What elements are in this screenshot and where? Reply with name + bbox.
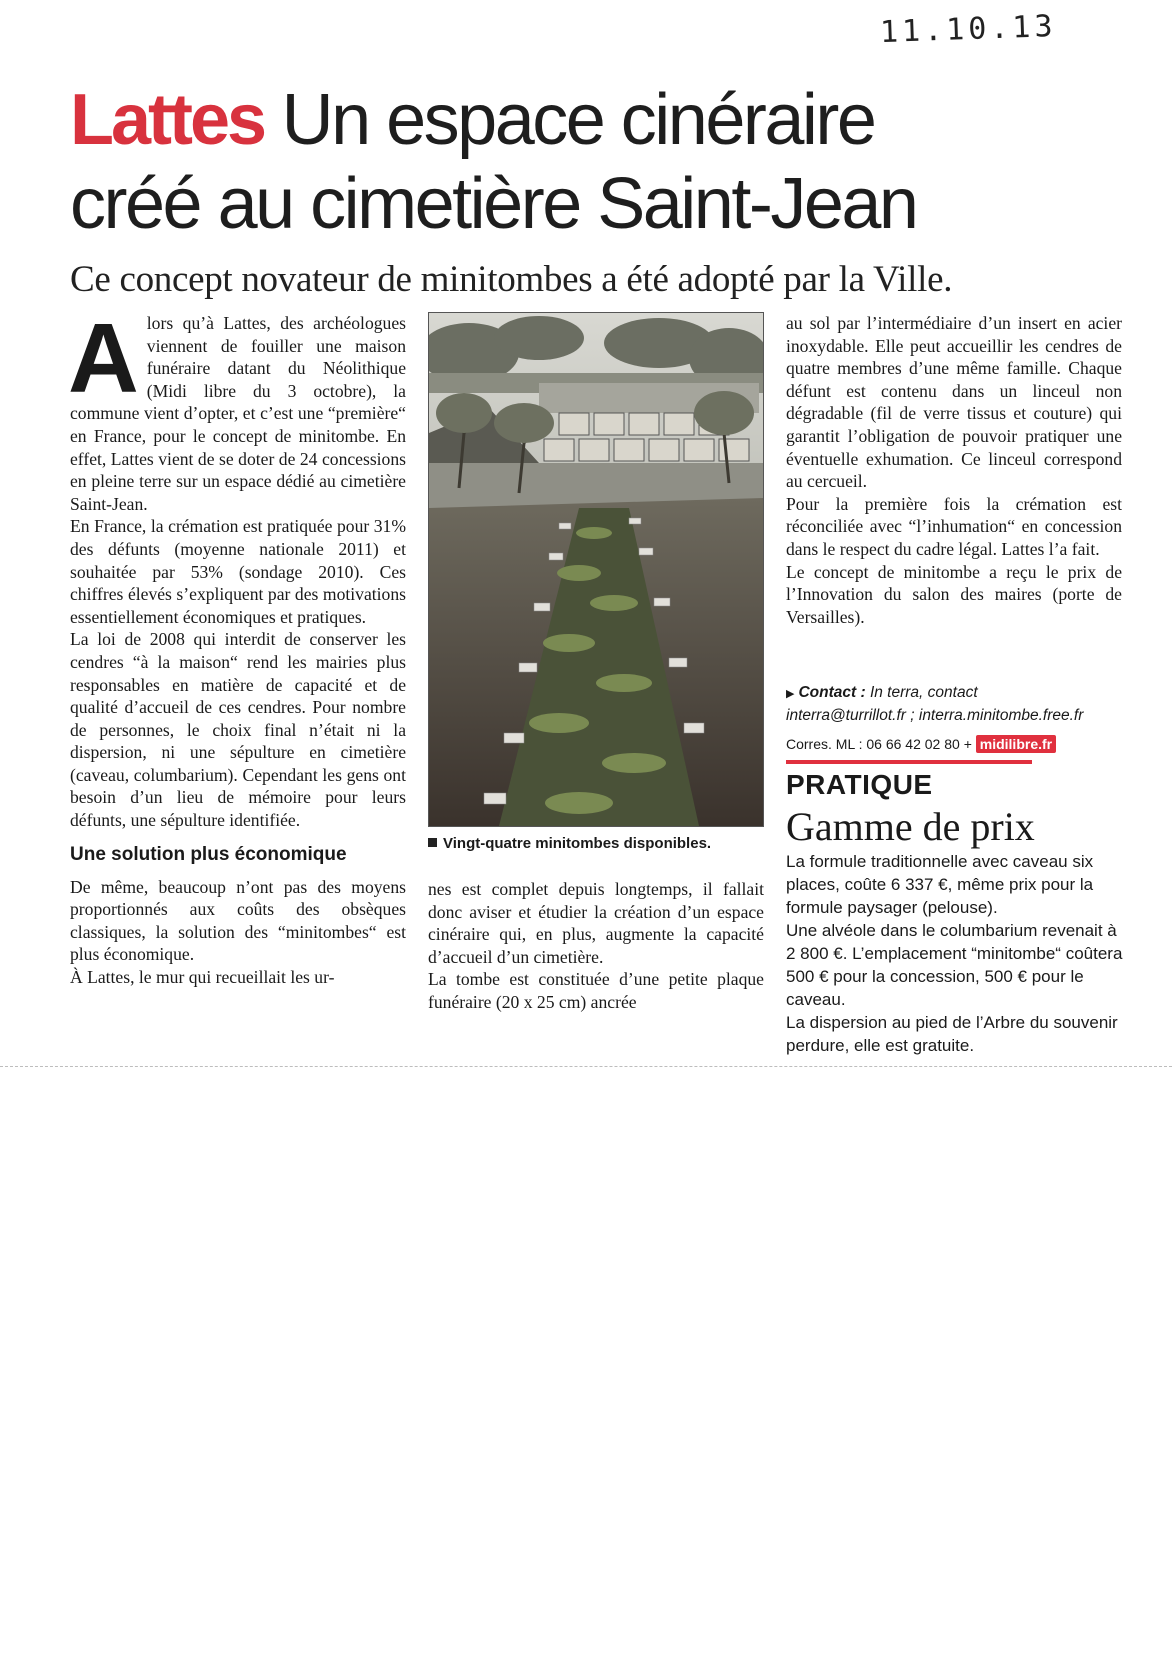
pratique-label: PRATIQUE bbox=[786, 769, 933, 800]
headline-line-1 bbox=[70, 78, 1130, 162]
article-column-2 bbox=[428, 878, 764, 1014]
red-rule bbox=[786, 760, 1032, 764]
paragraph: Le concept de minitombe a reçu le prix de l’Innovation du salon des maires (porte de Versailles). bbox=[786, 561, 1122, 627]
correspondent-phone: Corres. ML : 06 66 42 02 80 + bbox=[786, 736, 972, 752]
subheading: Une solution plus économique bbox=[70, 843, 347, 865]
handwritten-date: 11.10.13 bbox=[879, 8, 1058, 51]
paragraph: Pour la première fois la crémation est réconciliée avec “l’inhumation“ en concession dans le respect du cadre légal. Lattes l’a fait. bbox=[786, 493, 1122, 559]
headline-text-1: Un espace cinéraire bbox=[264, 80, 875, 160]
paragraph: En France, la crémation est pratiquée pour 31% des défunts (moyenne nationale 2011) et souhaitée par 53% (sondage 2010). Ces chiffres élevés s’expliquent par des motivations essentiellement économiques et pratiques. bbox=[70, 516, 406, 627]
triangle-bullet-icon: ▶ bbox=[786, 688, 795, 700]
paragraph: au sol par l’intermédiaire d’un insert en acier inoxydable. Elle peut accueillir les cendres de quatre membres d’une même famille. Chaque défunt est contenu dans un linceul non dégradable (fil de verre tissus et couture) qui garantit l’obligation de pouvoir pratiquer une éventuelle exhumation. Ce linceul correspond au cercueil. bbox=[786, 313, 1122, 492]
headline-kicker: Lattes bbox=[70, 80, 265, 160]
correspondent-line bbox=[786, 733, 1126, 755]
midilibre-logo: midilibre.fr bbox=[976, 735, 1056, 753]
paragraph: La loi de 2008 qui interdit de conserver les cendres “à la maison“ rend les mairies plus responsables en matière de capacité et de qualité d’accueil de ces cendres. Pour nombre de personnes, le choix final n’était ni la dispersion, ni une sépulture en cimetière (caveau, columbarium). Cependant les gens ont besoin d’un lieu de mémoire pour leurs défunts, une sépulture identifiée. bbox=[70, 629, 406, 831]
drop-cap: A bbox=[68, 303, 139, 413]
paragraph: lors qu’à Lattes, des archéologues viennent de fouiller une maison funéraire datant du Néolithique (Midi libre du 3 octobre), la commune vient d’opter, et c’est une “première“ en France, pour le concept de minitombe. En effet, Lattes vient de se doter de 24 concessions en pleine terre sur un espace dédié au cimetière Saint-Jean. bbox=[70, 313, 406, 514]
paragraph: De même, beaucoup n’ont pas des moyens proportionnés aux coûts des obsèques classiques, la solution des “minitombes“ est plus économique. bbox=[70, 876, 406, 965]
contact-line-2: interra@turrillot.fr ; interra.minitombe.free.fr bbox=[786, 707, 1084, 724]
photo-caption: Vingt-quatre minitombes disponibles. bbox=[428, 834, 764, 854]
cemetery-photo bbox=[428, 312, 764, 827]
paragraph: La formule traditionnelle avec caveau six places, coûte 6 337 €, même prix pour la formule paysager (pelouse). bbox=[786, 852, 1094, 917]
paragraph: À Lattes, le mur qui recueillait les ur- bbox=[70, 967, 335, 988]
standfirst: Ce concept novateur de minitombes a été adopté par la Ville. bbox=[70, 259, 953, 300]
pratique-text bbox=[786, 850, 1126, 1057]
cemetery-photo-illustration bbox=[429, 313, 763, 826]
pratique-title: Gamme de prix bbox=[786, 804, 1035, 849]
paragraph: La tombe est constituée d’une petite plaque funéraire (20 x 25 cm) ancrée bbox=[428, 969, 764, 1012]
contact-label: Contact : bbox=[798, 684, 866, 701]
article-column-3 bbox=[786, 312, 1122, 628]
headline bbox=[70, 78, 1130, 246]
caption-bullet-icon bbox=[428, 838, 437, 847]
contact-block bbox=[786, 682, 1126, 727]
paragraph: nes est complet depuis longtemps, il fallait donc aviser et étudier la création d’un espace cinéraire qui, en plus, augmente la capacité d’accueil d’un cimetière. bbox=[428, 879, 764, 967]
article-column-1 bbox=[68, 303, 406, 989]
clipping-edge bbox=[0, 1066, 1172, 1067]
contact-line-1: In terra, contact bbox=[865, 684, 978, 701]
paragraph: La dispersion au pied de l’Arbre du souvenir perdure, elle est gratuite. bbox=[786, 1013, 1118, 1055]
paragraph: Une alvéole dans le columbarium revenait à 2 800 €. L’emplacement “minitombe“ coûtera 500 € pour la concession, 500 € pour le caveau. bbox=[786, 921, 1123, 1009]
headline-line-2: créé au cimetière Saint-Jean bbox=[70, 164, 917, 244]
